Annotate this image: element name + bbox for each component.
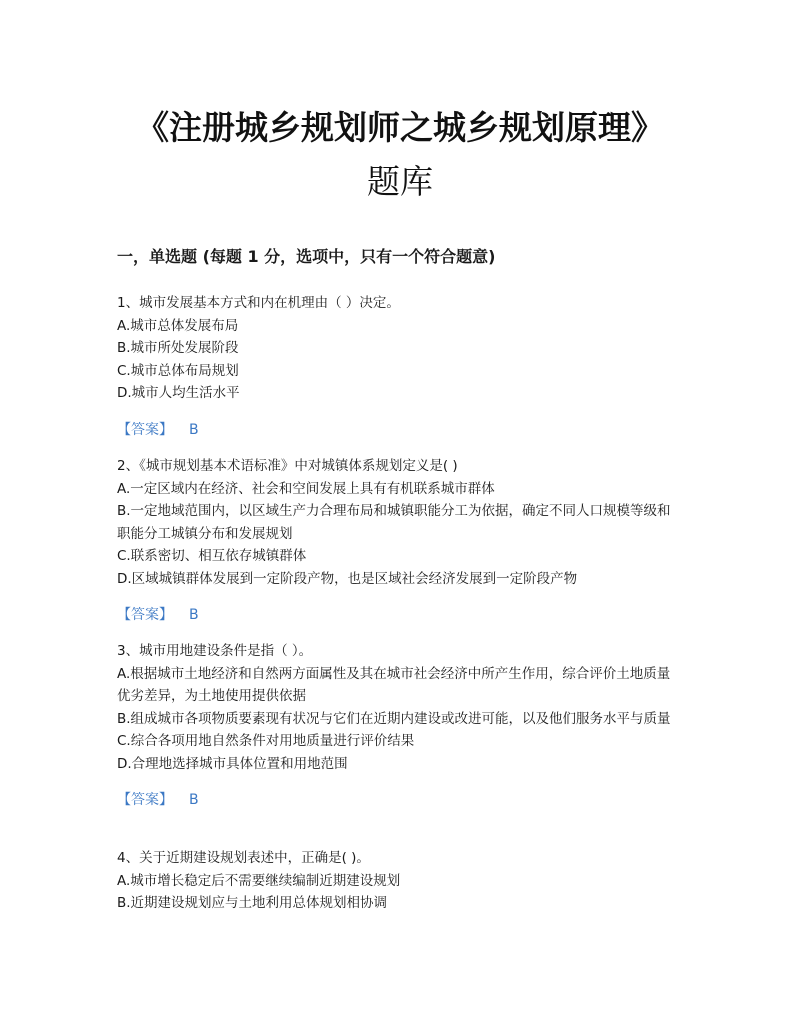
- option-c: C.城市总体布局规划: [117, 362, 239, 379]
- question-3: [117, 640, 683, 811]
- answer-row: [117, 419, 683, 441]
- answer-label: 【答案】: [117, 421, 173, 438]
- question-stem: 1、城市发展基本方式和内在机理由（ ）决定。: [117, 295, 400, 311]
- answer-label: 【答案】: [117, 607, 173, 623]
- question-stem: 3、城市用地建设条件是指（ ）。: [117, 643, 313, 659]
- option-a: A.一定区域内在经济、社会和空间发展上具有有机联系城市群体: [117, 480, 495, 497]
- question-4: [117, 847, 683, 915]
- question-2: [117, 455, 683, 626]
- option-c: C.联系密切、相互依存城镇群体: [117, 548, 307, 564]
- question-stem: 2、《城市规划基本术语标准》中对城镇体系规划定义是( ): [117, 458, 458, 474]
- answer-value: B: [189, 607, 199, 623]
- option-a: A.城市增长稳定后不需要继续编制近期建设规划: [117, 872, 401, 889]
- option-d: D.合理地选择城市具体位置和用地范围: [117, 755, 348, 772]
- option-d: D.区域城镇群体发展到一定阶段产物，也是区域社会经济发展到一定阶段产物: [117, 570, 578, 587]
- question-stem: 4、关于近期建设规划表述中，正确是( )。: [117, 850, 370, 866]
- question-1: [117, 292, 683, 441]
- option-a: A.根据城市土地经济和自然两方面属性及其在城市社会经济中所产生作用，综合评价土地质量优劣差异，为土地使用提供依据: [117, 665, 671, 704]
- option-b: B.城市所处发展阶段: [117, 340, 239, 356]
- option-b: B.一定地域范围内，以区域生产力合理布局和城镇职能分工为依据，确定不同人口规模等级和职能分工城镇分布和发展规划: [117, 503, 671, 542]
- option-b: B.近期建设规划应与土地利用总体规划相协调: [117, 895, 388, 911]
- option-d: D.城市人均生活水平: [117, 385, 240, 401]
- section-heading: 一，单选题 (每题 1 分，选项中，只有一个符合题意): [117, 247, 496, 266]
- option-b: B.组成城市各项物质要素现有状况与它们在近期内建设或改进可能，以及他们服务水平与质量: [117, 710, 671, 727]
- answer-value: B: [189, 421, 199, 438]
- option-c: C.综合各项用地自然条件对用地质量进行评价结果: [117, 733, 415, 749]
- answer-value: B: [189, 792, 199, 808]
- option-a: A.城市总体发展布局: [117, 317, 239, 334]
- document-title: 《注册城乡规划师之城乡规划原理》: [136, 108, 664, 147]
- answer-row: [117, 789, 683, 811]
- answer-label: 【答案】: [117, 792, 173, 808]
- answer-row: [117, 604, 683, 626]
- document-subtitle: 题库: [367, 162, 433, 201]
